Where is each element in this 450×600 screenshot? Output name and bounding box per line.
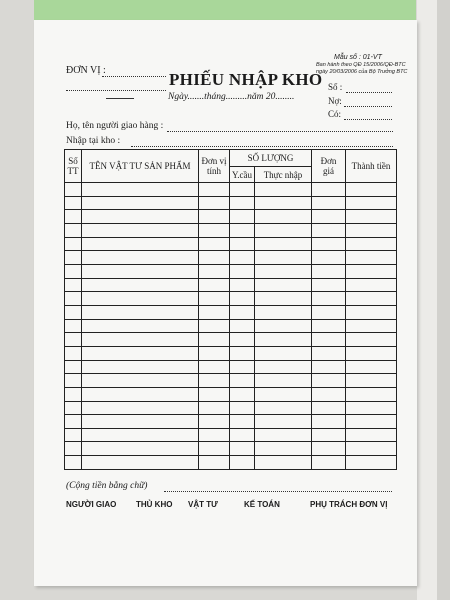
col-header-no-line-1: Số bbox=[68, 156, 78, 166]
debit-label: Nợ: bbox=[328, 96, 342, 106]
table-row bbox=[65, 428, 397, 442]
table-cell bbox=[346, 305, 397, 319]
table-cell bbox=[255, 346, 312, 360]
table-cell bbox=[82, 360, 199, 374]
number-label: Số : bbox=[328, 82, 343, 92]
table-cell bbox=[199, 251, 230, 265]
amount-dotted-line bbox=[164, 491, 392, 492]
table-cell bbox=[65, 264, 82, 278]
table-cell bbox=[230, 251, 255, 265]
table-cell bbox=[199, 196, 230, 210]
table-cell bbox=[255, 319, 312, 333]
table-cell bbox=[199, 415, 230, 429]
credit-dotted-line bbox=[344, 119, 392, 120]
table-cell bbox=[230, 305, 255, 319]
table-cell bbox=[312, 374, 346, 388]
table-cell bbox=[199, 428, 230, 442]
table-cell bbox=[346, 210, 397, 224]
table-cell bbox=[65, 278, 82, 292]
table-cell bbox=[346, 346, 397, 360]
table-cell bbox=[255, 237, 312, 251]
table-cell bbox=[82, 319, 199, 333]
table-cell bbox=[82, 401, 199, 415]
table-cell bbox=[65, 374, 82, 388]
table-cell bbox=[65, 415, 82, 429]
table-cell bbox=[346, 456, 397, 470]
table-row bbox=[65, 251, 397, 265]
table-cell bbox=[312, 292, 346, 306]
table-cell bbox=[255, 196, 312, 210]
table-cell bbox=[82, 183, 199, 197]
col-header-no bbox=[65, 150, 82, 183]
table-cell bbox=[199, 374, 230, 388]
table-cell bbox=[346, 387, 397, 401]
col-header-unit-line-1: Đơn vị bbox=[201, 156, 227, 166]
table-cell bbox=[199, 210, 230, 224]
table-cell bbox=[82, 223, 199, 237]
table-cell bbox=[255, 305, 312, 319]
table-cell bbox=[82, 278, 199, 292]
table-cell bbox=[255, 428, 312, 442]
table-row bbox=[65, 292, 397, 306]
table-cell bbox=[312, 183, 346, 197]
col-header-qty-actual: Thực nhập bbox=[255, 167, 312, 183]
table-cell bbox=[230, 360, 255, 374]
signature-unit-head: PHỤ TRÁCH ĐƠN VỊ bbox=[310, 500, 388, 509]
table-row bbox=[65, 210, 397, 224]
table-cell bbox=[255, 442, 312, 456]
table-body bbox=[65, 183, 397, 470]
table-row bbox=[65, 401, 397, 415]
deliverer-label: Họ, tên người giao hàng : bbox=[66, 121, 164, 131]
signature-materials: VẬT TƯ bbox=[188, 500, 218, 509]
table-cell bbox=[346, 183, 397, 197]
signature-deliverer: NGƯỜI GIAO bbox=[66, 500, 117, 509]
col-header-price-line-2: giá bbox=[323, 166, 335, 176]
table-cell bbox=[312, 333, 346, 347]
table-cell bbox=[230, 333, 255, 347]
table-cell bbox=[312, 456, 346, 470]
table-cell bbox=[255, 278, 312, 292]
table-cell bbox=[82, 428, 199, 442]
table-row bbox=[65, 305, 397, 319]
table-cell bbox=[65, 346, 82, 360]
table-cell bbox=[255, 387, 312, 401]
table-cell bbox=[65, 305, 82, 319]
table-cell bbox=[199, 333, 230, 347]
table-cell bbox=[346, 360, 397, 374]
table-cell bbox=[255, 292, 312, 306]
table-cell bbox=[82, 305, 199, 319]
table-cell bbox=[82, 456, 199, 470]
table-cell bbox=[230, 319, 255, 333]
col-header-unit-line-2: tính bbox=[206, 166, 221, 176]
table-cell bbox=[65, 387, 82, 401]
table-cell bbox=[230, 196, 255, 210]
table-cell bbox=[199, 305, 230, 319]
col-header-unit bbox=[199, 150, 230, 183]
form-code: Mẫu số : 01-VT bbox=[334, 54, 382, 61]
table-cell bbox=[65, 401, 82, 415]
warehouse-dotted-line bbox=[131, 146, 393, 147]
form-title: PHIẾU NHẬP KHO bbox=[169, 70, 323, 89]
date-line: Ngày.......tháng.........năm 20........ bbox=[168, 92, 295, 102]
table-cell bbox=[312, 210, 346, 224]
table-cell bbox=[255, 251, 312, 265]
table-cell bbox=[65, 210, 82, 224]
table-cell bbox=[312, 264, 346, 278]
table-cell bbox=[346, 428, 397, 442]
table-cell bbox=[82, 196, 199, 210]
table-cell bbox=[199, 456, 230, 470]
receipt-form-sheet bbox=[34, 20, 417, 586]
table-cell bbox=[199, 292, 230, 306]
table-cell bbox=[230, 223, 255, 237]
table-cell bbox=[312, 305, 346, 319]
table-row bbox=[65, 223, 397, 237]
table-cell bbox=[346, 333, 397, 347]
table-cell bbox=[312, 415, 346, 429]
table-cell bbox=[230, 387, 255, 401]
table-cell bbox=[199, 264, 230, 278]
table-row bbox=[65, 374, 397, 388]
table-cell bbox=[346, 319, 397, 333]
table-cell bbox=[230, 237, 255, 251]
table-cell bbox=[199, 237, 230, 251]
table-row bbox=[65, 456, 397, 470]
unit-dotted-line bbox=[102, 76, 166, 77]
table-cell bbox=[230, 415, 255, 429]
table-cell bbox=[230, 456, 255, 470]
table-cell bbox=[346, 442, 397, 456]
table-cell bbox=[82, 387, 199, 401]
table-cell bbox=[312, 346, 346, 360]
col-header-total: Thành tiền bbox=[346, 150, 397, 183]
col-header-no-line-2: TT bbox=[67, 166, 79, 176]
table-cell bbox=[199, 346, 230, 360]
table-cell bbox=[255, 183, 312, 197]
table-cell bbox=[312, 401, 346, 415]
table-cell bbox=[199, 319, 230, 333]
table-cell bbox=[82, 292, 199, 306]
table-cell bbox=[65, 319, 82, 333]
table-cell bbox=[65, 196, 82, 210]
unit-dotted-line-2 bbox=[66, 90, 166, 91]
table-cell bbox=[230, 346, 255, 360]
table-cell bbox=[312, 196, 346, 210]
table-cell bbox=[199, 387, 230, 401]
table-cell bbox=[346, 292, 397, 306]
notebook-green-cover bbox=[34, 0, 416, 20]
table-cell bbox=[65, 456, 82, 470]
table-cell bbox=[65, 183, 82, 197]
debit-dotted-line bbox=[344, 106, 392, 107]
table-cell bbox=[255, 264, 312, 278]
table-row bbox=[65, 360, 397, 374]
table-cell bbox=[255, 374, 312, 388]
table-cell bbox=[65, 442, 82, 456]
table-cell bbox=[230, 264, 255, 278]
table-cell bbox=[82, 264, 199, 278]
table-cell bbox=[346, 374, 397, 388]
table-row bbox=[65, 442, 397, 456]
signature-storekeeper: THỦ KHO bbox=[136, 500, 173, 509]
table-cell bbox=[65, 428, 82, 442]
table-cell bbox=[346, 415, 397, 429]
table-cell bbox=[82, 415, 199, 429]
table-cell bbox=[255, 456, 312, 470]
table-cell bbox=[346, 196, 397, 210]
table-row bbox=[65, 237, 397, 251]
table-cell bbox=[230, 428, 255, 442]
table-cell bbox=[346, 401, 397, 415]
table-row bbox=[65, 333, 397, 347]
table-cell bbox=[82, 210, 199, 224]
table-cell bbox=[199, 223, 230, 237]
table-cell bbox=[199, 278, 230, 292]
table-cell bbox=[82, 251, 199, 265]
credit-label: Có: bbox=[328, 109, 342, 119]
table-cell bbox=[255, 415, 312, 429]
unit-label: ĐƠN VỊ : bbox=[66, 65, 106, 76]
table-cell bbox=[346, 251, 397, 265]
table-cell bbox=[82, 346, 199, 360]
unit-underline bbox=[106, 98, 134, 99]
decree-line-2: ngày 20/03/2006 của Bộ Trưởng BTC bbox=[316, 69, 408, 75]
notebook-board-edge bbox=[417, 0, 437, 600]
col-header-qty-requested: Y.cầu bbox=[230, 167, 255, 183]
table-row bbox=[65, 346, 397, 360]
col-header-quantity: SỐ LƯỢNG bbox=[230, 150, 312, 167]
number-dotted-line bbox=[346, 92, 392, 93]
table-cell bbox=[346, 223, 397, 237]
warehouse-label: Nhập tại kho : bbox=[66, 136, 121, 146]
col-header-price-line-1: Đơn bbox=[320, 156, 337, 166]
table-cell bbox=[255, 223, 312, 237]
table-cell bbox=[312, 278, 346, 292]
background-surface bbox=[437, 0, 450, 600]
table-row bbox=[65, 387, 397, 401]
table-cell bbox=[346, 237, 397, 251]
table-cell bbox=[230, 401, 255, 415]
amount-in-words-label: (Cộng tiền bằng chữ) bbox=[66, 481, 148, 491]
table-cell bbox=[312, 319, 346, 333]
table-cell bbox=[255, 360, 312, 374]
table-cell bbox=[312, 223, 346, 237]
table-cell bbox=[230, 442, 255, 456]
table-cell bbox=[230, 210, 255, 224]
table-row bbox=[65, 196, 397, 210]
table-row bbox=[65, 278, 397, 292]
table-cell bbox=[199, 183, 230, 197]
table-cell bbox=[65, 223, 82, 237]
table-cell bbox=[82, 374, 199, 388]
col-header-price bbox=[312, 150, 346, 183]
table-cell bbox=[65, 360, 82, 374]
table-cell bbox=[312, 387, 346, 401]
table-cell bbox=[82, 333, 199, 347]
table-cell bbox=[312, 251, 346, 265]
signature-accountant: KẾ TOÁN bbox=[244, 500, 280, 509]
table-cell bbox=[230, 374, 255, 388]
table-row bbox=[65, 319, 397, 333]
col-header-item: TÊN VẬT TƯ SẢN PHẨM bbox=[82, 150, 199, 183]
table-cell bbox=[199, 401, 230, 415]
table-cell bbox=[82, 442, 199, 456]
deliverer-dotted-line bbox=[167, 131, 393, 132]
table-cell bbox=[65, 333, 82, 347]
table-cell bbox=[312, 237, 346, 251]
table-cell bbox=[255, 333, 312, 347]
goods-table bbox=[64, 149, 396, 470]
decree-note bbox=[316, 62, 407, 76]
table-cell bbox=[65, 251, 82, 265]
table-cell bbox=[230, 278, 255, 292]
table-row bbox=[65, 415, 397, 429]
table-row bbox=[65, 183, 397, 197]
table-cell bbox=[312, 442, 346, 456]
table-cell bbox=[230, 183, 255, 197]
table-cell bbox=[255, 210, 312, 224]
table-cell bbox=[312, 360, 346, 374]
table-cell bbox=[199, 360, 230, 374]
table-cell bbox=[230, 292, 255, 306]
table-cell bbox=[82, 237, 199, 251]
table-row bbox=[65, 264, 397, 278]
table-cell bbox=[199, 442, 230, 456]
table-cell bbox=[346, 278, 397, 292]
table-cell bbox=[346, 264, 397, 278]
table-cell bbox=[255, 401, 312, 415]
table-cell bbox=[312, 428, 346, 442]
table-cell bbox=[65, 292, 82, 306]
decree-line-1: Ban hành theo QĐ 15/2006/QĐ-BTC bbox=[316, 62, 406, 68]
table-cell bbox=[65, 237, 82, 251]
